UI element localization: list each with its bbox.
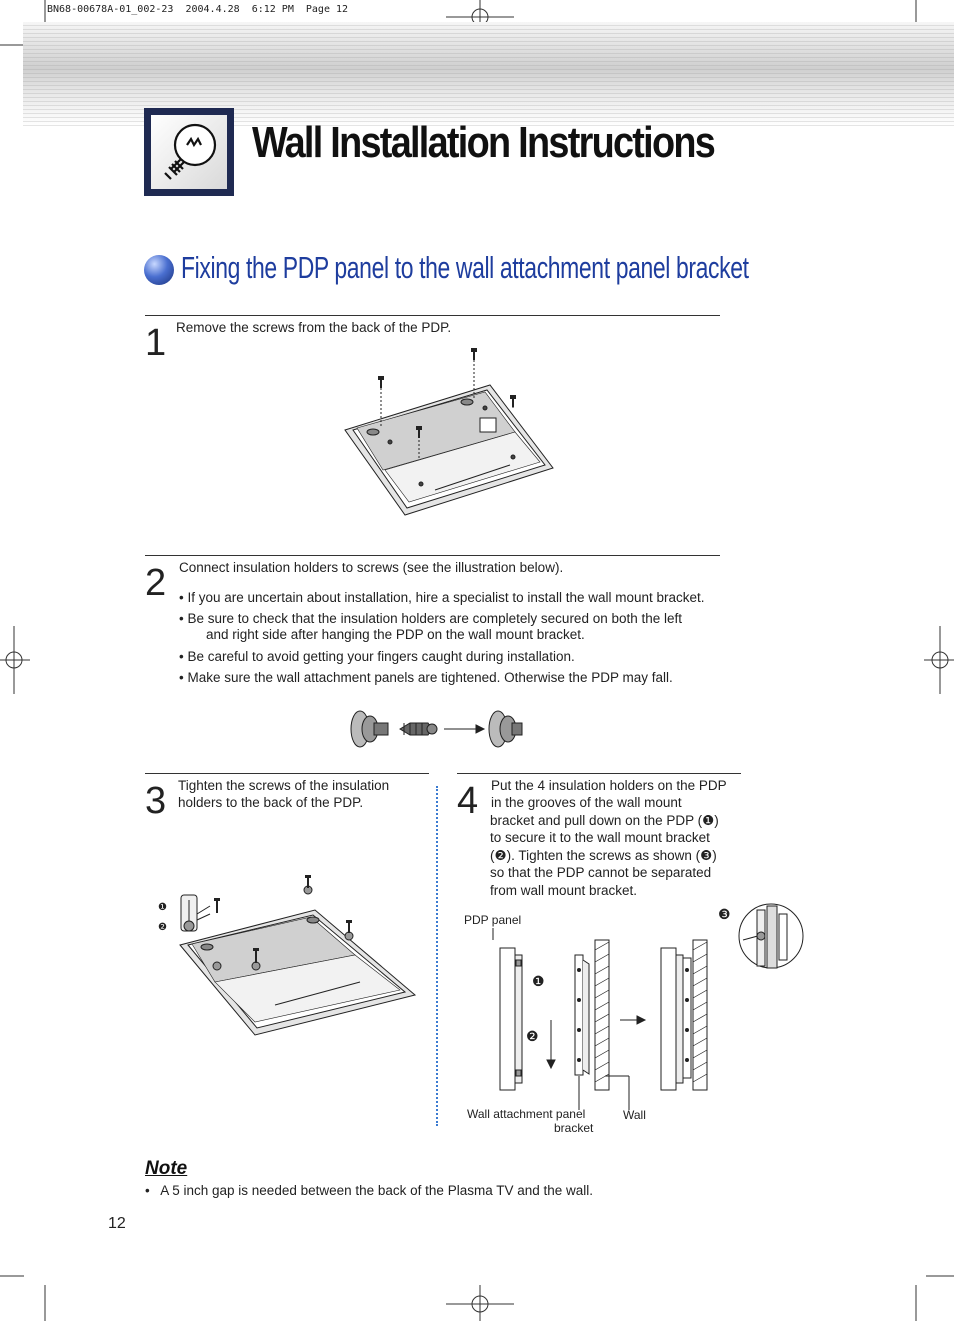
- step4-line-1: Put the 4 insulation holders on the PDP: [491, 778, 727, 793]
- section-title: Fixing the PDP panel to the wall attachment panel bracket: [181, 250, 749, 285]
- note-title: Note: [145, 1158, 188, 1179]
- page-title: Wall Installation Instructions: [252, 118, 715, 167]
- step3-line-1: Tighten the screws of the insulation: [178, 778, 390, 793]
- step2-text: Connect insulation holders to screws (see the illustration below).: [179, 560, 564, 575]
- step4-line-6: so that the PDP cannot be separated: [490, 865, 712, 880]
- print-slug: BN68-00678A-01_002-23 2004.4.28 6:12 PM Page 12: [47, 4, 349, 15]
- step4-line-4: to secure it to the wall mount bracket: [490, 830, 710, 845]
- step2-bullet-2-cont: and right side after hanging the PDP on the wall mount bracket.: [206, 627, 585, 642]
- step1-number: 1: [145, 322, 167, 364]
- step3-number: 3: [145, 780, 167, 822]
- pdp-back-screws-illustration: [335, 340, 565, 520]
- step4-number: 4: [457, 780, 479, 822]
- step1-text: Remove the screws from the back of the PDP.: [176, 320, 452, 335]
- pdp-insulation-holders-illustration: [155, 870, 425, 1040]
- lightbulb-icon: [151, 115, 227, 189]
- column-divider: [436, 786, 438, 1126]
- step2-bullet-4: • Make sure the wall attachment panels are tightened. Otherwise the PDP may fall.: [179, 670, 673, 685]
- step3-marker-2: ❷: [158, 922, 167, 933]
- step2-number: 2: [145, 562, 167, 604]
- insulation-holder-illustration: [348, 705, 528, 755]
- pdp-panel-label: PDP panel: [464, 913, 522, 927]
- step4-rule: [457, 773, 741, 774]
- bracket-label-line2: bracket: [554, 1121, 594, 1135]
- step4-line-2: in the grooves of the wall mount: [491, 795, 682, 810]
- step2-bullet-1: • If you are uncertain about installation, hire a specialist to install the wall mount bracket.: [179, 590, 705, 605]
- section-bullet-icon: [144, 255, 174, 285]
- step4-line-7: from wall mount bracket.: [490, 883, 638, 898]
- step4-line-3: bracket and pull down on the PDP (❶): [490, 813, 719, 828]
- step2-bullet-2: • Be sure to check that the insulation holders are completely secured on both the left: [179, 611, 683, 626]
- step3-marker-1: ❶: [158, 902, 167, 913]
- wall-mount-diagram: [455, 900, 815, 1100]
- diagram-marker-1: ❶: [532, 973, 545, 989]
- bracket-label-line1: Wall attachment panel: [467, 1107, 586, 1121]
- step3-line-2: holders to the back of the PDP.: [178, 795, 364, 810]
- diagram-marker-2: ❷: [526, 1028, 539, 1044]
- step3-rule: [145, 773, 429, 774]
- wall-label: Wall: [623, 1108, 646, 1122]
- step1-rule: [145, 315, 720, 316]
- note-text: • A 5 inch gap is needed between the back of the Plasma TV and the wall.: [145, 1183, 594, 1198]
- step2-bullet-3: • Be careful to avoid getting your fingers caught during installation.: [179, 649, 575, 664]
- step2-rule: [145, 555, 720, 556]
- step4-line-5: (❷). Tighten the screws as shown (❸): [490, 848, 717, 863]
- diagram-marker-3: ❸: [718, 906, 731, 922]
- page-number: 12: [108, 1215, 126, 1232]
